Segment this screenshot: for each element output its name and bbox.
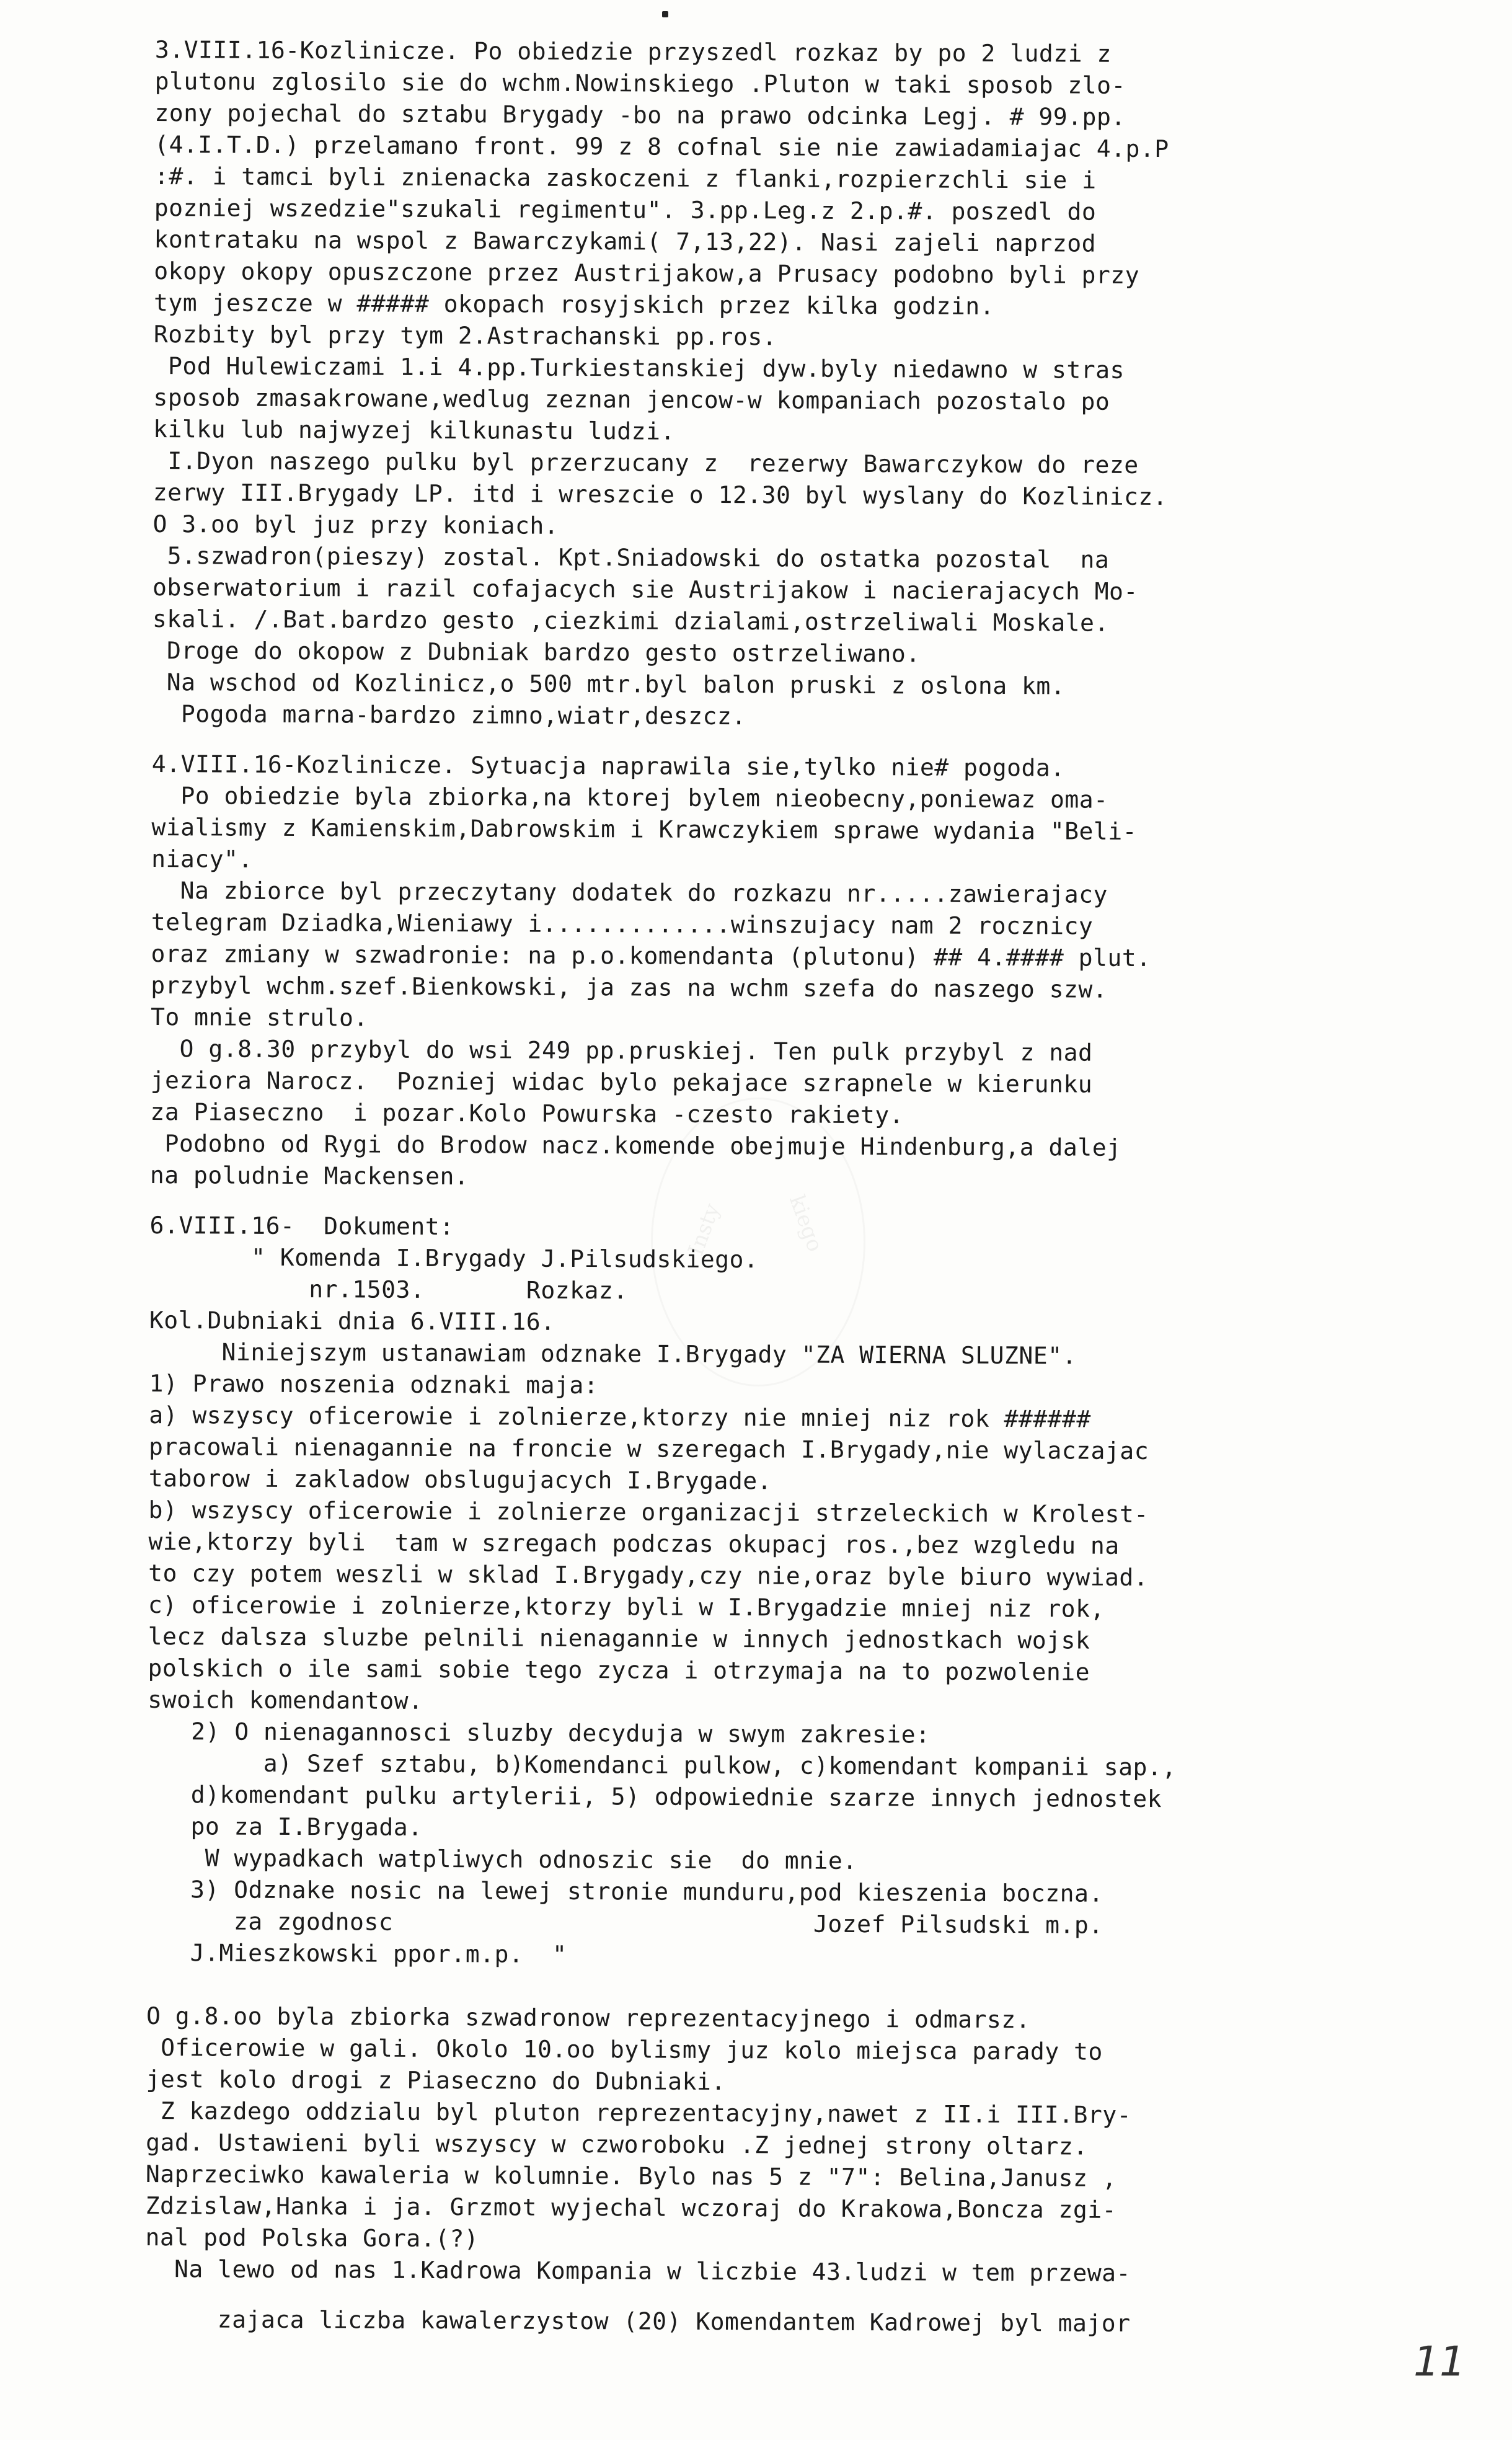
text-line: Z kazdego oddzialu byl pluton reprezentacyjny,nawet z II.i III.Bry-: [146, 2096, 1132, 2129]
text-line: pozniej wszedzie"szukali regimentu". 3.pp.Leg.z 2.p.#. poszedl do: [154, 193, 1097, 226]
text-line: jeziora Narocz. Pozniej widac bylo pekajace szrapnele w kierunku: [150, 1066, 1093, 1098]
text-line: plutonu zglosilo sie do wchm.Nowinskiego .Pluton w taki sposob zlo-: [154, 67, 1126, 99]
text-line: obserwatorium i razil cofajacych sie Austrijakow i nacierajacych Mo-: [153, 573, 1138, 605]
text-line: (4.I.T.D.) przelamano front. 99 z 8 cofnal sie nie zawiadamiajac 4.p.P: [154, 130, 1169, 163]
text-line: J.Mieszkowski ppor.m.p. ": [146, 1938, 567, 1968]
text-line: Zdzislaw,Hanka i ja. Grzmot wyjechal wczoraj do Krakowa,Boncza zgi-: [145, 2191, 1117, 2224]
text-line: pracowali nienagannie na froncie w szeregach I.Brygady,nie wylaczajac: [148, 1432, 1149, 1465]
text-line: Po obiedzie byla zbiorka,na ktorej bylem nieobecny,poniewaz oma-: [151, 781, 1108, 814]
text-line: 6.VIII.16- Dokument:: [149, 1211, 454, 1241]
text-line: jest kolo drogi z Piaseczno do Dubniaki.: [146, 2065, 726, 2096]
ink-mark: [662, 11, 668, 17]
text-line: O g.8.30 przybyl do wsi 249 pp.pruskiej. Ten pulk przybyl z nad: [150, 1034, 1093, 1067]
text-line: 3) Odznake nosic na lewej stronie munduru,pod kieszenia boczna.: [146, 1875, 1103, 1907]
text-line: za Piaseczno i pozar.Kolo Powurska -czesto rakiety.: [150, 1098, 904, 1129]
text-line: przybyl wchm.szef.Bienkowski, ja zas na wchm szefa do naszego szw.: [151, 971, 1108, 1003]
text-line: zony pojechal do sztabu Brygady -bo na prawo odcinka Legj. # 99.pp.: [154, 99, 1126, 131]
text-line: d)komendant pulku artylerii, 5) odpowiednie szarze innych jednostek: [147, 1780, 1162, 1813]
text-line: za zgodnosc Jozef Pilsudski m.p.: [146, 1907, 1103, 1939]
text-line: I.Dyon naszego pulku byl przerzucany z rezerwy Bawarczykow do reze: [153, 446, 1139, 479]
text-line: 5.szwadron(pieszy) zostal. Kpt.Sniadowski do ostatka pozostal na: [153, 541, 1110, 574]
text-line: Rozbity byl przy tym 2.Astrachanski pp.ros.: [153, 320, 777, 351]
text-line: nal pod Polska Gora.(?): [145, 2223, 479, 2253]
text-line: Droge do okopow z Dubniak bardzo gesto ostrzeliwano.: [152, 636, 921, 668]
entry-continuation: [145, 2304, 1453, 2341]
text-line: " Komenda I.Brygady J.Pilsudskiego.: [149, 1243, 759, 1274]
text-line: zerwy III.Brygady LP. itd i wreszcie o 12.30 byl wyslany do Kozlinicz.: [153, 478, 1168, 511]
text-line: po za I.Brygada.: [147, 1812, 423, 1841]
text-line: Na wschod od Kozlinicz,o 500 mtr.byl balon pruski z oslona km.: [152, 668, 1066, 700]
text-line: Na zbiorce byl przeczytany dodatek do rozkazu nr.....zawierajacy: [151, 876, 1108, 908]
text-line: O g.8.oo byla zbiorka szwadronow reprezentacyjnego i odmarsz.: [146, 2002, 1031, 2034]
text-line: To mnie strulo.: [150, 1003, 368, 1032]
typed-text-body: [145, 34, 1463, 2341]
text-line: Pod Hulewiczami 1.i 4.pp.Turkiestanskiej dyw.byly niedawno w stras: [153, 352, 1125, 384]
entry-parade: [145, 2000, 1454, 2291]
text-line: wie,ktorzy byli tam w szregach podczas okupacj ros.,bez wzgledu na: [148, 1527, 1120, 1559]
text-line: okopy okopy opuszczone przez Austrijakow,a Prusacy podobno byli przy: [154, 257, 1140, 289]
text-line: 2) O nienagannosci sluzby decyduja w swym zakresie:: [147, 1717, 931, 1749]
text-line: niacy".: [151, 845, 253, 873]
text-line: Na lewo od nas 1.Kadrowa Kompania w liczbie 43.ludzi w tem przewa-: [145, 2255, 1131, 2287]
text-line: to czy potem weszli w sklad I.Brygady,czy nie,oraz byle biuro wywiad.: [148, 1559, 1149, 1592]
text-line: gad. Ustawieni byli wszyscy w czworoboku .Z jednej strony oltarz.: [146, 2128, 1088, 2160]
text-line: b) wszyscy oficerowie i zolnierze organizacji strzeleckich w Krolest-: [148, 1496, 1149, 1528]
text-line: nr.1503. Rozkaz.: [149, 1274, 628, 1305]
text-line: c) oficerowie i zolnierze,ktorzy byli w I.Brygadzie mniej niz rok,: [148, 1590, 1105, 1623]
text-line: kilku lub najwyzej kilkunastu ludzi.: [153, 415, 675, 445]
text-line: Niniejszym ustanawiam odznake I.Brygady "ZA WIERNA SLUZNE".: [149, 1338, 1077, 1370]
text-line: Pogoda marna-bardzo zimno,wiatr,deszcz.: [152, 699, 746, 730]
text-line: a) wszyscy oficerowie i zolnierze,ktorzy nie mniej niz rok ######: [149, 1401, 1091, 1433]
text-line: sposob zmasakrowane,wedlug zeznan jencow-w kompaniach pozostalo po: [153, 383, 1110, 415]
entry-4-viii-16: [150, 748, 1460, 1197]
text-line: 3.VIII.16-Kozlinicze. Po obiedzie przyszedl rozkaz by po 2 ludzi z: [154, 35, 1112, 68]
text-line: zajaca liczba kawalerzystow (20) Komendantem Kadrowej byl major: [144, 2305, 1131, 2337]
text-line: O 3.oo byl juz przy koniach.: [153, 510, 559, 539]
text-line: swoich komendantow.: [148, 1685, 423, 1715]
page-number: 11: [1413, 2338, 1466, 2385]
text-line: na poludnie Mackensen.: [149, 1161, 469, 1191]
text-line: Oficerowie w gali. Okolo 10.oo bylismy juz kolo miejsca parady to: [146, 2033, 1103, 2065]
text-line: 1) Prawo noszenia odznaki maja:: [149, 1369, 599, 1400]
text-line: :#. i tamci byli znienacka zaskoczeni z flanki,rozpierzchli sie i: [154, 162, 1097, 194]
text-line: Naprzeciwko kawaleria w kolumnie. Bylo nas 5 z "7": Belina,Janusz ,: [145, 2160, 1117, 2192]
text-line: lecz dalsza sluzbe pelnili nienagannie w innych jednostkach wojsk: [148, 1622, 1090, 1654]
text-line: Podobno od Rygi do Brodow nacz.komende obejmuje Hindenburg,a dalej: [150, 1129, 1121, 1161]
text-line: tym jeszcze w ##### okopach rosyjskich przez kilka godzin.: [154, 288, 995, 320]
text-line: a) Szef sztabu, b)Komendanci pulkow, c)komendant kompanii sap.,: [147, 1749, 1177, 1781]
text-line: W wypadkach watpliwych odnoszic sie do mnie.: [147, 1843, 857, 1874]
entry-3-viii-16: [152, 34, 1463, 735]
text-line: kontrataku na wspol z Bawarczykami( 7,13,22). Nasi zajeli naprzod: [154, 225, 1097, 257]
text-line: wialismy z Kamienskim,Dabrowskim i Krawczykiem sprawe wydania "Beli-: [151, 813, 1138, 845]
text-line: telegram Dziadka,Wieniawy i.............winszujacy nam 2 rocznicy: [151, 908, 1094, 940]
text-line: Kol.Dubniaki dnia 6.VIII.16.: [149, 1306, 555, 1336]
text-line: 4.VIII.16-Kozlinicze. Sytuacja naprawila sie,tylko nie# pogoda.: [151, 750, 1065, 782]
text-line: polskich o ile sami sobie tego zycza i otrzymaja na to pozwolenie: [148, 1654, 1090, 1686]
entry-6-viii-16-document: [146, 1210, 1457, 1974]
text-line: skali. /.Bat.bardzo gesto ,ciezkimi dzialami,ostrzeliwali Moskale.: [152, 605, 1109, 637]
archive-watermark-stamp: Insty kiego: [651, 1098, 865, 1386]
text-line: oraz zmiany w szwadronie: na p.o.komendanta (plutonu) ## 4.#### plut.: [151, 939, 1151, 972]
text-line: taborow i zakladow obslugujacych I.Brygade.: [148, 1464, 772, 1495]
